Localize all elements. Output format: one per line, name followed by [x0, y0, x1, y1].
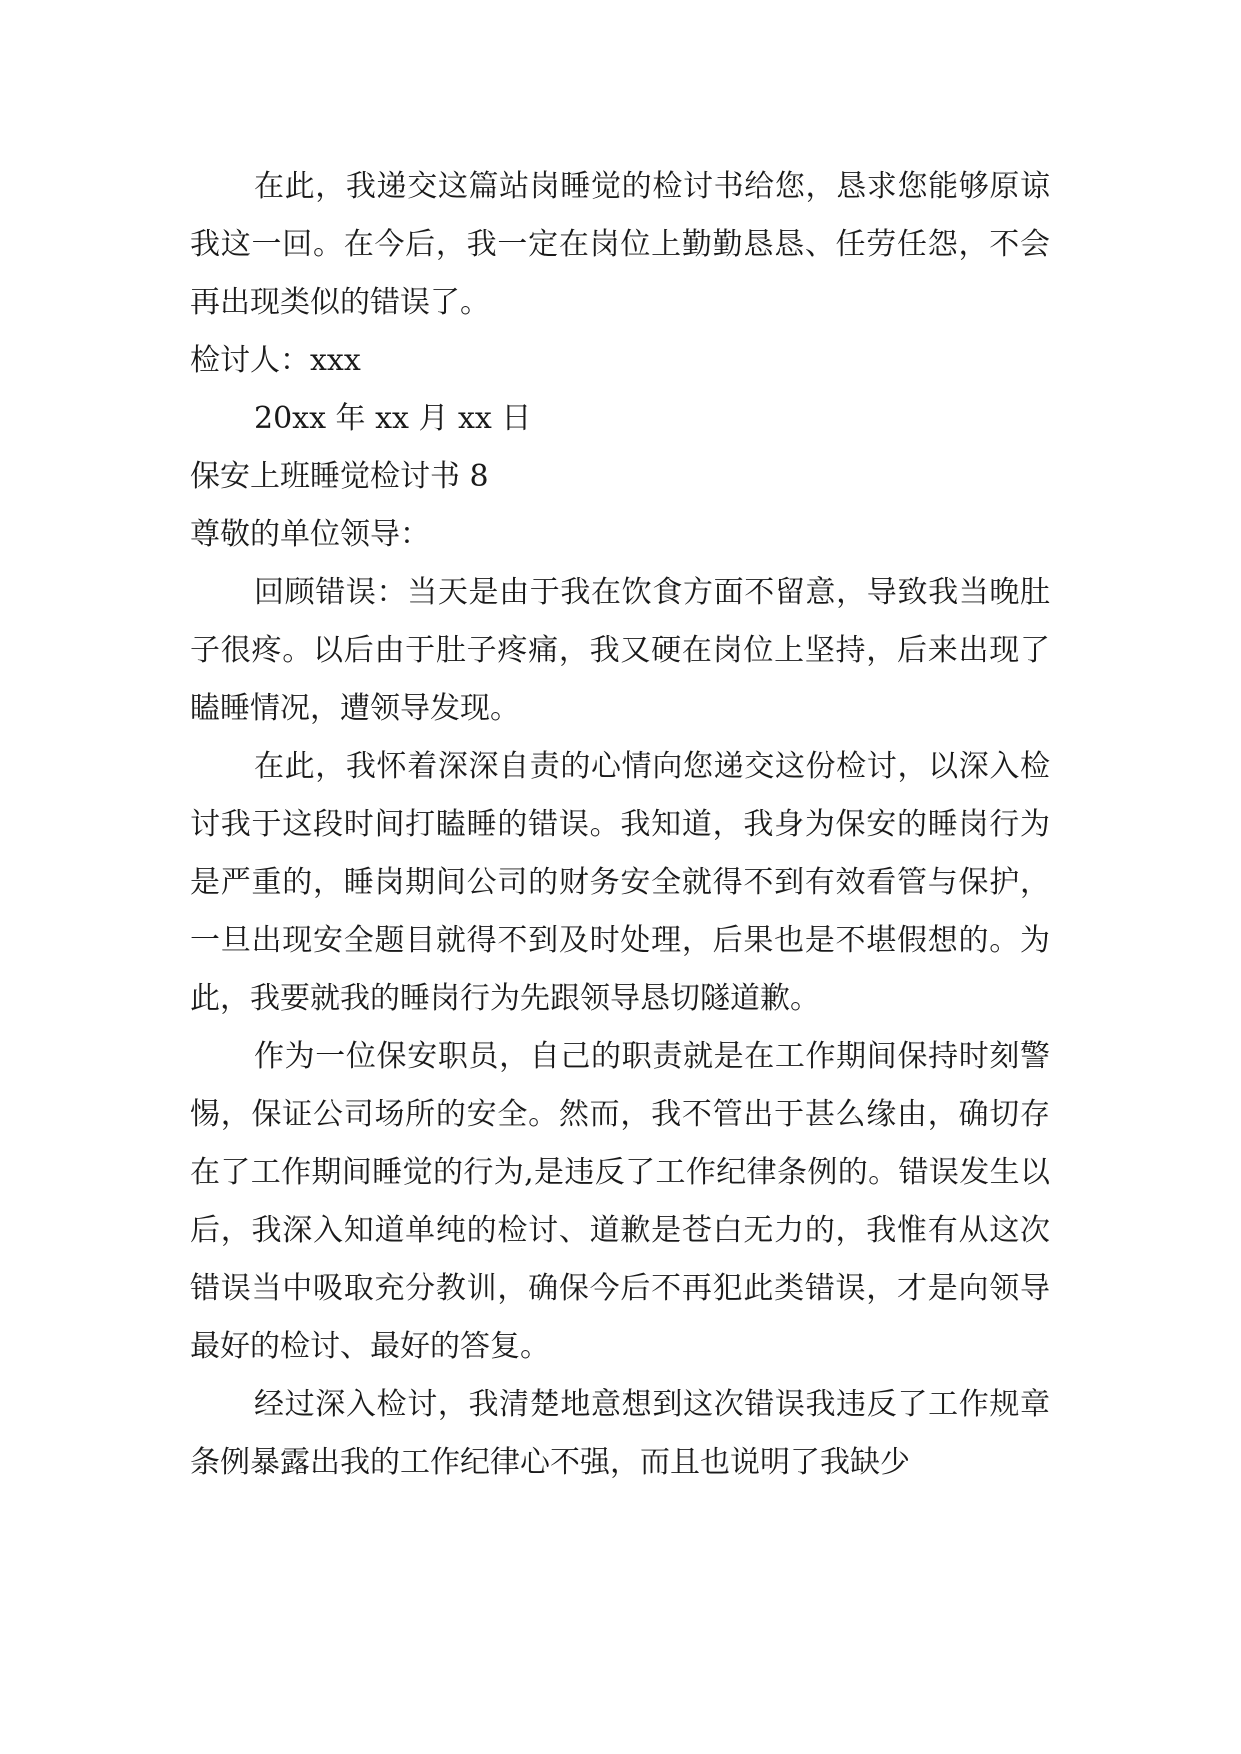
- paragraph-review-error: 回顾错误：当天是由于我在饮食方面不留意，导致我当晚肚子很疼。以后由于肚子疼痛，我又硬在岗位上坚持，后来出现了瞌睡情况，遭领导发现。: [190, 575, 1050, 726]
- section-title: 保安上班睡觉检讨书 8: [190, 459, 489, 494]
- document-body: [190, 158, 1050, 1492]
- date-line: 20xx 年 xx 月 xx 日: [254, 401, 532, 436]
- paragraph-apology-closing: 在此，我递交这篇站岗睡觉的检讨书给您，恳求您能够原谅我这一回。在今后，我一定在岗位上勤勤恳恳、任劳任怨，不会再出现类似的错误了。: [190, 169, 1050, 320]
- salutation: 尊敬的单位领导：: [190, 517, 430, 552]
- paragraph-self-reflection: 在此，我怀着深深自责的心情向您递交这份检讨，以深入检讨我于这段时间打瞌睡的错误。我知道，我身为保安的睡岗行为是严重的，睡岗期间公司的财务安全就得不到有效看管与保护，一旦出现安全题目就得不到及时处理，后果也是不堪假想的。为此，我要就我的睡岗行为先跟领导恳切隧道歉。: [190, 749, 1050, 1016]
- signature-line: 检讨人：xxx: [190, 343, 361, 378]
- paragraph-duty: 作为一位保安职员，自己的职责就是在工作期间保持时刻警惕，保证公司场所的安全。然而，我不管出于甚么缘由，确切存在了工作期间睡觉的行为,是违反了工作纪律条例的。错误发生以后，我深入知道单纯的检讨、道歉是苍白无力的，我惟有从这次错误当中吸取充分教训，确保今后不再犯此类错误，才是向领导最好的检讨、最好的答复。: [190, 1039, 1050, 1364]
- paragraph-conclusion: 经过深入检讨，我清楚地意想到这次错误我违反了工作规章条例暴露出我的工作纪律心不强，而且也说明了我缺少: [190, 1387, 1050, 1480]
